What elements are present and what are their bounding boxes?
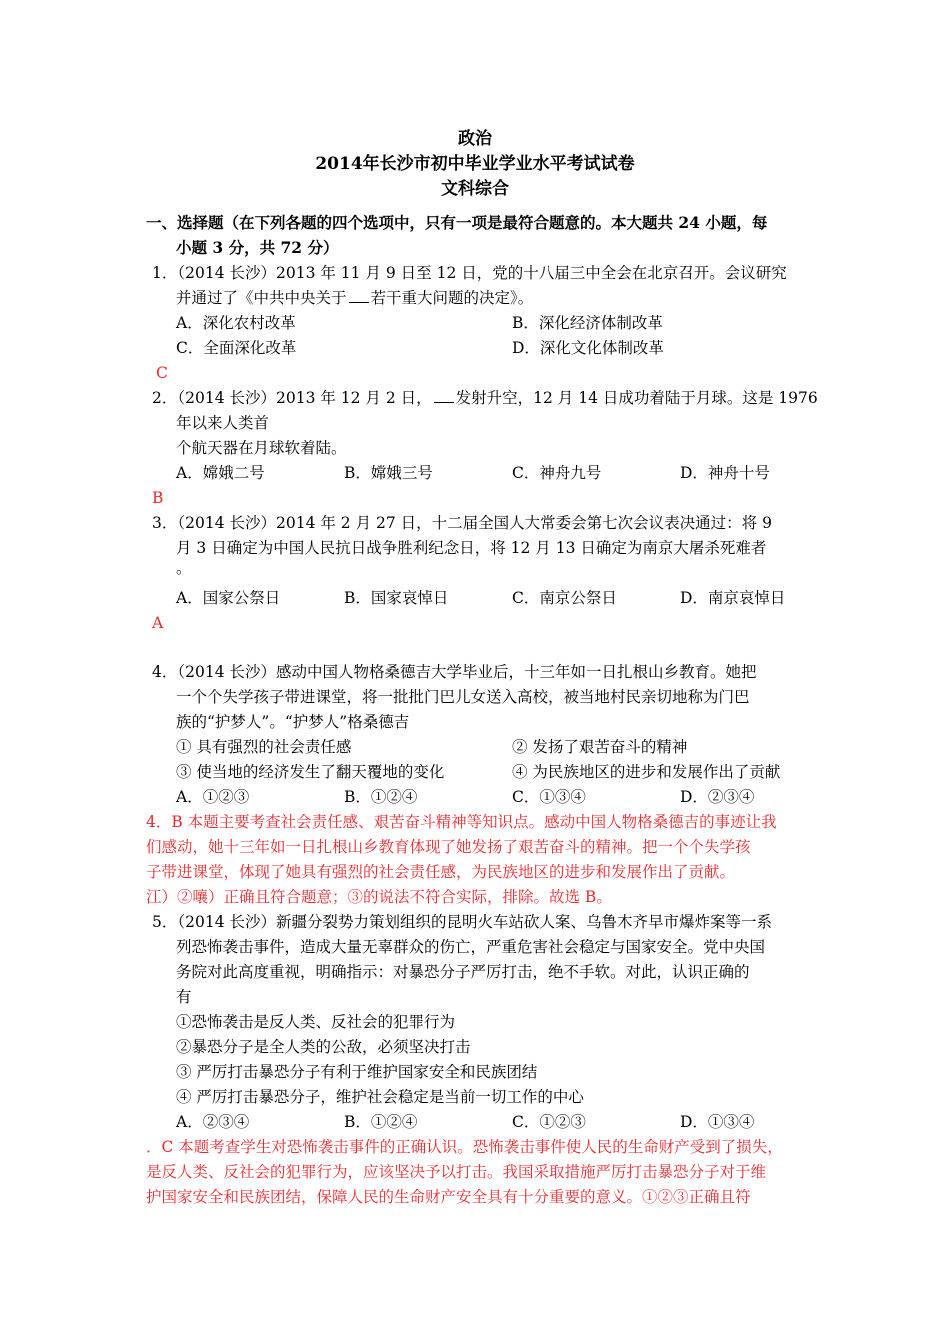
q2-text-cont2: 个航天器在月球软着陆。 — [176, 439, 347, 457]
q3-option-b: B．国家哀悼日 — [344, 589, 449, 607]
q2-answer: B — [152, 489, 164, 507]
q5-explanation-3: 护国家安全和民族团结，保障人民的生命财产安全具有十分重要的意义。①②③正确且符 — [146, 1188, 751, 1206]
q2-text — [152, 388, 818, 408]
answer-blank — [349, 288, 369, 303]
q5-statement-3: ③ 严厉打击暴恐分子有利于维护国家安全和民族团结 — [176, 1063, 538, 1081]
q1-text: 1．（2014 长沙）2013 年 11 月 9 日至 12 日，党的十八届三中全会在北京召开。会议研究 — [152, 264, 787, 282]
q5-option-c: C．①②③ — [512, 1113, 586, 1131]
q5-option-d: D．①③④ — [680, 1113, 755, 1131]
q4-text-cont2: 族的“护梦人”。“护梦人”格桑德吉 — [176, 713, 410, 731]
q4-explanation-4: 江）②嚷）正确且符合题意；③的说法不符合实际，排除。故选 B。 — [146, 888, 612, 906]
q2-option-a: A．嫦娥二号 — [176, 464, 265, 482]
q4-option-b: B．①②④ — [344, 788, 418, 806]
section-heading: 一、选择题（在下列各题的四个选项中，只有一项是最符合题意的。本大题共 24 小题，每 — [146, 213, 768, 232]
q2-option-b: B．嫦娥三号 — [344, 464, 433, 482]
q3-text: 3．（2014 长沙）2014 年 2 月 27 日，十二届全国人大常委会第七次会议表决通过：将 9 — [152, 514, 772, 532]
q2-option-d: D．神舟十号 — [680, 464, 770, 482]
q5-statement-1: ①恐怖袭击是反人类、反社会的犯罪行为 — [176, 1013, 456, 1031]
q4-option-c: C．①③④ — [512, 788, 586, 806]
q4-option-d: D．②③④ — [680, 788, 755, 806]
q4-statement-4: ④ 为民族地区的进步和发展作出了贡献 — [512, 763, 781, 781]
answer-blank — [434, 388, 454, 403]
q3-option-c: C．南京公祭日 — [512, 589, 617, 607]
q4-statement-1: ① 具有强烈的社会责任感 — [176, 738, 352, 756]
q1-option-d: D．深化文化体制改革 — [512, 339, 664, 357]
q5-option-a: A．②③④ — [176, 1113, 250, 1131]
q5-text-cont: 列恐怖袭击事件，造成大量无辜群众的伤亡，严重危害社会稳定与国家安全。党中央国 — [176, 938, 766, 956]
q3-text-cont2: 。 — [176, 559, 192, 577]
q4-statement-2: ② 发扬了艰苦奋斗的精神 — [512, 738, 688, 756]
q4-statement-3: ③ 使当地的经济发生了翻天覆地的变化 — [176, 763, 445, 781]
section-heading-cont: 小题 3 分，共 72 分） — [176, 238, 339, 257]
q5-text-cont2: 务院对此高度重视，明确指示：对暴恐分子严厉打击，绝不手软。对此，认识正确的 — [176, 963, 750, 981]
q5-statement-2: ②暴恐分子是全人类的公敌，必须坚决打击 — [176, 1038, 471, 1056]
q2-text-cont: 年以来人类首 — [176, 414, 270, 432]
q1-option-c: C．全面深化改革 — [176, 339, 297, 357]
q5-text: 5．（2014 长沙）新疆分裂势力策划组织的昆明火车站砍人案、乌鲁木齐早市爆炸案等一系 — [152, 913, 772, 931]
q4-explanation-2: 们感动，她十三年如一日扎根山乡教育体现了她发扬了艰苦奋斗的精神。把一个个失学孩 — [146, 838, 751, 856]
q5-statement-4: ④ 严厉打击暴恐分子，维护社会稳定是当前一切工作的中心 — [176, 1088, 584, 1106]
q4-option-a: A．①②③ — [176, 788, 250, 806]
q4-explanation-3: 子带进课堂，体现了她具有强烈的社会责任感，为民族地区的进步和发展作出了贡献。 — [146, 863, 736, 881]
q2-text-pre: 2．（2014 长沙）2013 年 12 月 2 日， — [152, 389, 432, 407]
q5-explanation: ．C 本题考查学生对恐怖袭击事件的正确认识。恐怖袭击事件使人民的生命财产受到了损失， — [146, 1138, 783, 1156]
q3-option-d: D．南京哀悼日 — [680, 589, 786, 607]
subject-title: 政治 — [458, 129, 492, 149]
q5-option-b: B．①②④ — [344, 1113, 418, 1131]
q3-text-cont: 月 3 日确定为中国人民抗日战争胜利纪念日，将 12 月 13 日确定为南京大屠杀死难者 — [176, 539, 767, 557]
q4-text: 4．（2014 长沙）感动中国人物格桑德吉大学毕业后，十三年如一日扎根山乡教育。她把 — [152, 663, 757, 681]
q1-text-pre: 并通过了《中共中央关于 — [176, 289, 347, 307]
q1-option-b: B．深化经济体制改革 — [512, 314, 663, 332]
q1-option-a: A．深化农村改革 — [176, 314, 296, 332]
q3-answer: A — [152, 614, 164, 632]
q1-text-cont — [176, 288, 533, 308]
q2-option-c: C．神舟九号 — [512, 464, 602, 482]
q1-text-post: 若干重大问题的决定》。 — [370, 289, 534, 307]
exam-subtitle: 文科综合 — [441, 179, 509, 199]
q4-explanation: 4．B 本题主要考查社会责任感、艰苦奋斗精神等知识点。感动中国人物格桑德吉的事迹让我 — [146, 813, 777, 831]
q1-answer: C — [156, 364, 168, 382]
q5-explanation-2: 是反人类、反社会的犯罪行为，应该坚决予以打击。我国采取措施严厉打击暴恐分子对于维 — [146, 1163, 767, 1181]
q2-text-post: 发射升空，12 月 14 日成功着陆于月球。这是 1976 — [455, 389, 818, 407]
q5-text-cont3: 有 — [176, 988, 192, 1006]
q4-text-cont: 一个个失学孩子带进课堂，将一批批门巴儿女送入高校，被当地村民亲切地称为门巴 — [176, 688, 750, 706]
q3-option-a: A．国家公祭日 — [176, 589, 281, 607]
exam-title: 2014年长沙市初中毕业学业水平考试试卷 — [315, 154, 635, 174]
